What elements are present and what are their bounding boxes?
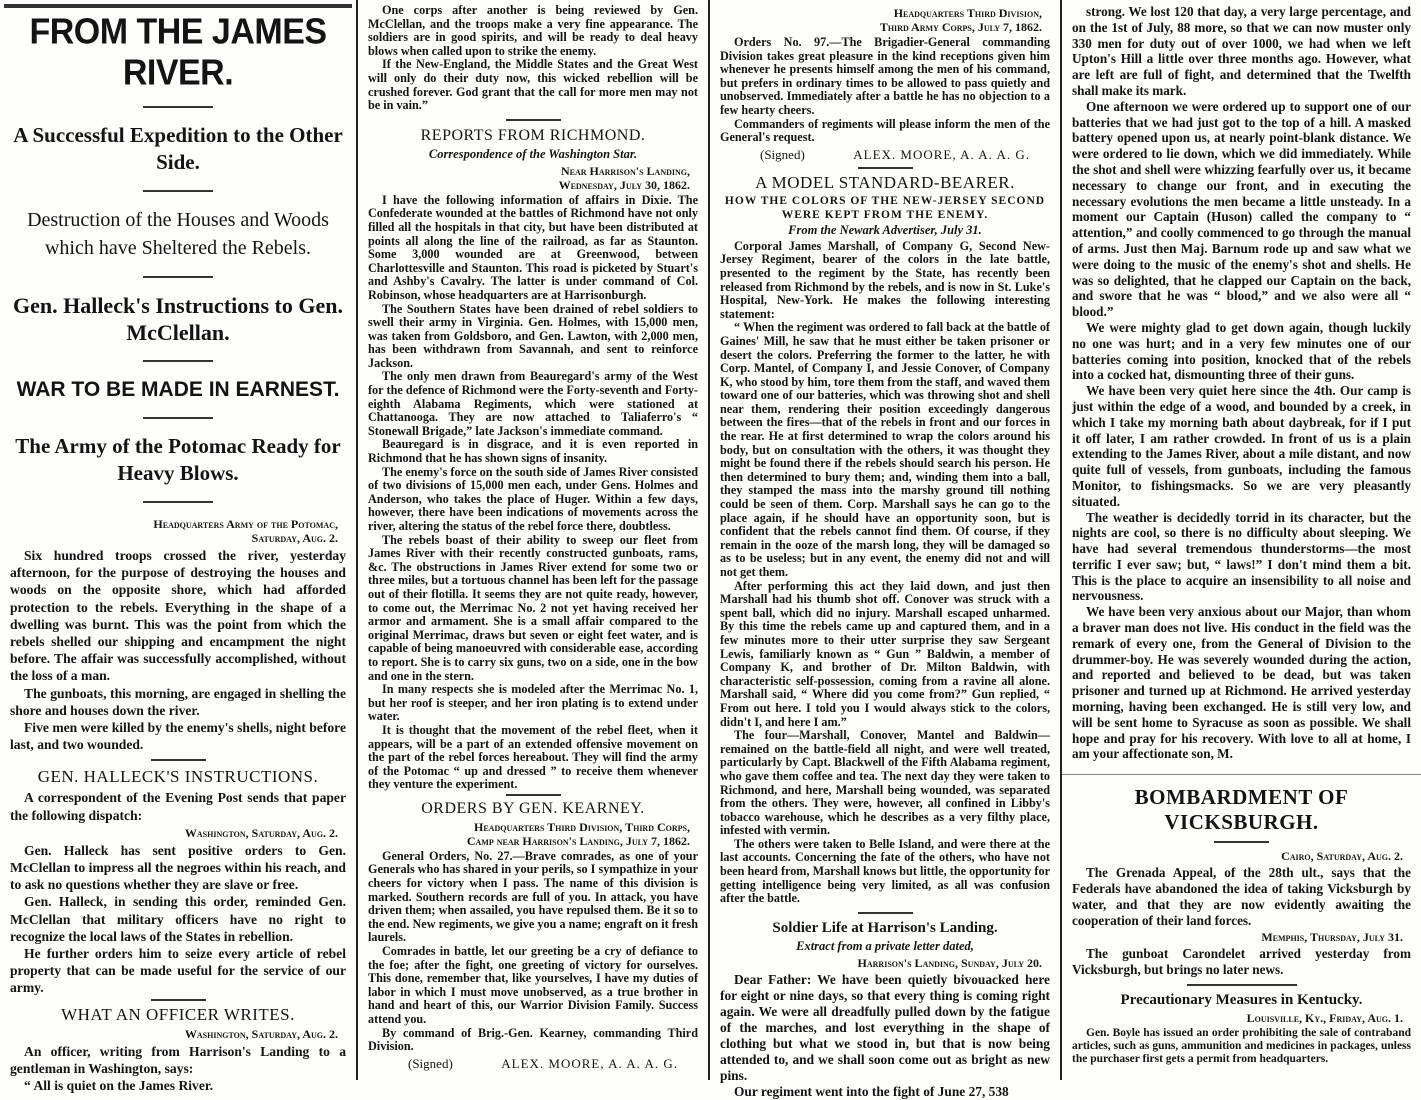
section-heading: REPORTS FROM RICHMOND. [420, 126, 646, 144]
divider [143, 417, 213, 419]
section-subheading: Correspondence of the Washington Star. [428, 146, 638, 161]
column-4 [1060, 0, 1421, 1080]
signed-name: ALEX. MOORE, A. A. A. G. [501, 1055, 678, 1071]
paragraph: Gen. Boyle has issued an order prohibiting the sale of contraband articles, such as guns, ammunition and medicines in packages, unless the purchaser first gets a permit from headquarters. [1072, 1027, 1411, 1066]
paragraph: We were mighty glad to get down again, though luckily no one was hurt; and in a very few minutes one of our batteries coming into position, knocked that of the rebels into a cocked hat, dismounting three of their guns. [1072, 319, 1411, 383]
dateline-date: Saturday, Aug. 2. [251, 531, 338, 545]
paragraph: Dear Father: We have been quietly bivouacked here for eight or nine days, so that every thing is coming right again. We were all dreadfully pulled down by the fatigue of the marches, and lost everything in the shape of clothing but what we stood in, but that is now being attended to, and we shall soon come out as bright as new pins. [720, 971, 1050, 1083]
divider [143, 106, 213, 108]
paragraph: The Southern States have been drained of rebel soldiers to swell their army in Virginia. Gen. Holmes, with 15,000 men, was taken from Goldsboro, and Gen. Lawton, with 2,000 men, has been withdrawn from Savannah, and sent to reinforce Jackson. [368, 301, 698, 370]
dateline: Louisville, Ky., Friday, Aug. 1. [1246, 1011, 1403, 1026]
section-heading: BOMBARDMENT OF VICKSBURGH. [1134, 785, 1349, 835]
paragraph: Our regiment went into the fight of June 27, 538 [734, 1083, 1009, 1099]
paragraph: He further orders him to seize every article of rebel property that can be made useful for the service of our army. [10, 946, 346, 996]
dateline [368, 164, 690, 192]
paragraph: Commanders of regiments will please inform the men of the General's request. [720, 116, 1050, 145]
dateline: Washington, Saturday, Aug. 2. [184, 825, 338, 840]
paragraph: Six hundred troops crossed the river, yesterday afternoon, for the purpose of destroying the houses and woods on the opposite shore, which had afforded protection to the rebels. Everything in the shape of a dwelling was burnt. This was the point from which the rebels shelled our shipping and encampment the night before. The affair was successfully accomplished, without the loss of a man. [10, 548, 346, 684]
column-2 [356, 0, 708, 1080]
masthead-headline: FROM THE JAMES RIVER. [29, 12, 327, 93]
paragraph: After performing this act they laid down, and just then Marshall had his thumb shot off. Conover was struck with a spent ball, which did no injury. Marshall escaped unharmed. By this time the rebels came up and captured them, and in a few minutes more to their utter surprise they saw Sergeant Lewis, familiarly known as “ Gun ” Baldwin, a member of Company K, and brother of Dr. Milton Baldwin, with characteristic self-possession, coming from a ravine all alone. Marshall said, “ Where did you come from?” Gun replied, “ From out here. I told you I would always stick to the colors, didn't I, and here I am.” [720, 578, 1050, 729]
paragraph: The only men drawn from Beauregard's army of the West for the defence of Richmond were the Forty-seventh and Forty-eighth Alabama Regiments, which were stationed at Chattanooga. They are now attached to Taliaferro's “ Stonewall Brigade,” late Jackson's immediate command. [368, 369, 698, 438]
divider [858, 167, 913, 169]
paragraph: “ All is quiet on the James River. [24, 1078, 214, 1094]
paragraph: Beauregard is in disgrace, and it is even reported in Richmond that he has shown signs of insanity. [368, 437, 698, 466]
paragraph: If the New-England, the Middle States and the Great West will only do their duty now, this wicked rebellion will be crushed forever. God grant that the call for more men may not be in vain.” [368, 57, 698, 113]
paragraph: The Grenada Appeal, of the 28th ult., says that the Federals have abandoned the idea of taking Vicksburgh by water, and that they are now evidently awaiting the cooperation of their land forces. [1072, 865, 1411, 928]
dateline-place: Headquarters Army of the Potomac, [153, 517, 338, 531]
section-heading: ORDERS BY GEN. KEARNEY. [421, 799, 645, 817]
paragraph: It is thought that the movement of the rebel fleet, when it appears, will be a part of an extended offensive movement on the part of the rebel forces hereabout. They will find the army of the Potomac “ up and dressed ” to receive them whenever they venture the experiment. [368, 722, 698, 792]
paragraph: In many respects she is modeled after the Merrimac No. 1, but her roof is steeper, and her iron plating is to extend under water. [368, 682, 698, 724]
dateline-place: Headquarters Third Division, [893, 6, 1042, 20]
paragraph: I have the following information of affairs in Dixie. The Confederate wounded at the battles of Richmond have not only filled all the hospitals in that city, but have been distributed at points all along the line of the railroad, as far as Staunton. Some 3,000 wounded are at Greenwood, between Charlottesville and Staunton. This road is picketed by Stuart's and Ashby's Cavalry. The latter is under command of Col. Robinson, whose headquarters are at Harrisonburgh. [368, 192, 698, 302]
paragraph: An officer, writing from Harrison's Landing to a gentleman in Washington, says: [10, 1043, 346, 1076]
divider [143, 360, 213, 362]
paragraph: General Orders, No. 27.—Brave comrades, as one of your Generals who has shared in your perils, so I sympathize in your cheers for victory when I pass. The name of this division is marked. Southern records are full of you. In attack, you have driven them; when assailed, you have repulsed them. Be it so to the end. New regiments, we give you a name; engraft on it fresh laurels. [368, 848, 699, 945]
section-heading: Soldier Life at Harrison's Landing. [772, 919, 998, 936]
divider [151, 999, 206, 1001]
divider [143, 276, 213, 278]
dateline-date: Camp near Harrison's Landing, July 7, 1862. [466, 833, 690, 848]
section-heading: GEN. HALLECK'S INSTRUCTIONS. [37, 767, 319, 787]
dateline-place: Headquarters Third Division, Third Corps, [474, 819, 690, 834]
paragraph: The weather is decidedly torrid in its character, but the nights are cool, so there is no difficulty about sleeping. We have had several tremendous thunderstorms—the most terrific I ever saw; but, “ laws!” I don't mind them a bit. This is the place to acquire an insensibility to all noise and nervousness. [1072, 509, 1411, 604]
dateline [720, 6, 1042, 34]
deck-headline-1: A Successful Expedition to the Other Side. [13, 123, 343, 174]
paragraph: strong. We lost 120 that day, a very large percentage, and on the 1st of July, 88 more, so that we can now muster only 330 men for duty out of over 1000, we had when we left Upton's Hill a little over three months ago. However, what are left are full of fight, and determined that the Twelfth shall make its mark. [1072, 4, 1411, 98]
paragraph: The gunboats, this morning, are engaged in shelling the shore and houses down the river. [10, 685, 346, 718]
divider [506, 794, 561, 796]
section-subheading: Extract from a private letter dated, [796, 938, 974, 953]
divider [143, 501, 213, 503]
section-heading: A MODEL STANDARD-BEARER. [755, 172, 1015, 192]
divider [143, 190, 213, 192]
signature-line [368, 1054, 698, 1074]
paragraph: One afternoon we were ordered up to support one of our batteries that we had just got to the top of a hill. A masked battery opened upon us, at nearly point-blank distance. We were ordered to lie down, which we did immediately. While the shot and shell were whizzing fearfully over us, it became necessary to change our front, and in executing the necessary evolutions the men became a little unsteady. In a moment our Captain (Huson) called the company to “ attention,” and coolly commenced to go through the manual of arms. Just then Maj. Barnum rode up and saw what we were doing to the music of the enemy's shot and shells. He was so delighted, that he clapped our Captain on the back, and swore that he was “ blood,” and we also were all “ blood.” [1072, 98, 1411, 320]
dateline: Memphis, Thursday, July 31. [1261, 930, 1403, 945]
deck-headline-3: Gen. Halleck's Instructions to Gen. McClellan. [12, 293, 343, 345]
paragraph: By command of Brig.-Gen. Kearney, commanding Third Division. [368, 1025, 698, 1054]
dateline [10, 517, 338, 545]
column-1 [0, 0, 356, 1094]
divider [506, 119, 561, 121]
paragraph: The four—Marshall, Conover, Mantel and Baldwin—remained on the battle-field all night, and were well treated, particularly by Capt. Blackwell of the Fifth Alabama regiment, who gave them coffee and tea. The next day they were taken to Richmond, and here, Marshall being wounded, was separated from the others. They were, however, all confined in Libby's tobacco warehouse, which he describes as a very filthy place, infested with vermin. [720, 728, 1050, 838]
paragraph: Five men were killed by the enemy's shells, night before last, and two wounded. [10, 720, 346, 753]
paragraph: Corporal James Marshall, of Company G, Second New-Jersey Regiment, bearer of the colors in the late battle, presented to the regiment by the State, has recently been released from Richmond by the rebels, and is now in St. Luke's Hospital, New-York. He makes the following interesting statement: [720, 238, 1050, 321]
signed-label: (Signed) [408, 1055, 453, 1071]
signed-name: ALEX. MOORE, A. A. A. G. [853, 146, 1030, 162]
dateline: Washington, Saturday, Aug. 2. [184, 1026, 338, 1041]
paragraph: The gunboat Carondelet arrived yesterday from Vicksburgh, but brings no later news. [1072, 946, 1411, 978]
dateline-place: Near Harrison's Landing, [560, 163, 690, 178]
section-subheading: HOW THE COLORS OF THE NEW-JERSEY SECOND [724, 194, 1046, 207]
signed-label: (Signed) [760, 146, 805, 162]
paragraph: “ When the regiment was ordered to fall back at the battle of Gaines' Mill, he saw that he must either be taken prisoner or desert the colors. Preferring the former to the latter, he with Corp. Mantel, of Company I, and Jessie Conover, of Company K, who stood by him, tore them from the staff, and waved them toward one of our batteries, which was throwing shot and shell near them, rendering their position exceedingly dangerous between the fires—that of the rebels in front and our forces in the rear. He at first determined to wrap the colors around his body, but on consultation with the others, it was thought they might be found there if the rebels should search his person. He then determined to bury them; and, winding them into a ball, they stamped the mass into the marshy ground till nothing could be seen of them. Corp. Marshall says he can go to the place again, if he should have an opportunity soon, but is confident that the rebels cannot find them. Of course, if they remain in the ooze of the marsh long, they will be damaged so as to be useless; but in any event, the enemy did not and will not get them. [720, 320, 1050, 579]
paragraph: A correspondent of the Evening Post sends that paper the following dispatch: [10, 790, 346, 823]
dateline: Cairo, Saturday, Aug. 2. [1281, 849, 1403, 864]
column-3 [708, 0, 1060, 1099]
section-heading: WHAT AN OFFICER WRITES. [61, 1004, 295, 1024]
dateline-date: Wednesday, July 30, 1862. [558, 177, 690, 192]
source-line: From the Newark Advertiser, July 31. [788, 222, 982, 237]
paragraph: The enemy's force on the south side of James River consisted of two divisions of 15,000 men each, under Gens. Holmes and Anderson, who takes the place of Huger. Within a few days, however, there have been indications of movements across the river, altering the status of the rebel force there, doubtless. [368, 464, 698, 533]
deck-headline-5: The Army of the Potomac Ready for Heavy Blows. [15, 434, 341, 485]
divider [1062, 774, 1421, 775]
signature-line [720, 145, 1050, 165]
paragraph: Orders No. 97.—The Brigadier-General commanding Division takes great pleasure in the kind receptions given him whenever he presents himself among the men of his command, but prefers in ordinary times to be allowed to pass quietly and unobserved. Immediately after a battle he has no objection to a few hearty cheers. [720, 35, 1050, 117]
dateline-date: Third Army Corps, July 7, 1862. [879, 20, 1042, 34]
paragraph: Comrades in battle, let our greeting be a cry of defiance to the foe; after the fight, one greeting of victory for ourselves. This done, remember that, like yourselves, I have my duties of labor in which I must move unobserved, as a true brother in hand and heart of this, our Warrior Division Family. Success attend you. [368, 944, 698, 1026]
paragraph: One corps after another is being reviewed by Gen. McClellan, and the troops make a very fine appearance. The soldiers are in good spirits, and will be ready to deal heavy blows when called upon to strike the enemy. [368, 3, 698, 58]
divider [858, 912, 913, 914]
paragraph: Gen. Halleck has sent positive orders to Gen. McClellan to impress all the negroes within his reach, and to ask no questions whether they are slave or free. [10, 842, 346, 893]
paragraph: Gen. Halleck, in sending this order, reminded Gen. McClellan that military officers have no right to recognize the local laws of the States in rebellion. [10, 894, 346, 944]
paragraph: We have been very anxious about our Major, than whom a braver man does not live. His conduct in the field was the remark of every one, from the General of Division to the drummer-boy. He was severely wounded during the action, and reported and believed to be dead, but was taken prisoner and turned up at Richmond. He arrived yesterday morning, having been exchanged. He is still very low, and will be sent home to Syracuse as soon as possible. We shall hope and pray for his recovery. With love to all at home, I am your affectionate son, M. [1072, 604, 1411, 762]
deck-headline-4: WAR TO BE MADE IN EARNEST. [16, 378, 340, 401]
dateline: Harrison's Landing, Sunday, July 20. [857, 955, 1042, 970]
divider [1187, 984, 1297, 986]
paragraph: The others were taken to Belle Island, and were there at the last accounts. Concerning the fate of the others, who have not been heard from, Marshall knows but little, the opportunity for getting intelligence being very limited, as all was confusion after the battle. [720, 836, 1050, 906]
paragraph: We have been very quiet here since the 4th. Our camp is just within the edge of a wood, and bounded by a creek, in which I take my morning bath about daybreak, for if I put it off later, I am rather crowded. In front of us is a plain extending to the James River, about a mile distant, and now quite full of vessels, from gunboats, including the famous Monitor, to fishingsmacks. So we are very pleasantly situated. [1072, 383, 1411, 509]
paragraph: The rebels boast of their ability to sweep our fleet from James River with their recently constructed gunboats, rams, &c. The obstructions in James River extend for some two or three miles, but a tortuous channel has been left for the passage out of their flotilla. It seems they are not quite ready, however, to come out, the Merrimac No. 2 not yet having received her armor and armament. She is a small affair compared to the original Merrimac, draws but seven or eight feet water, and is capable of being manoeuvred with considerable ease, according to report. She is to carry six guns, two on a side, one in the bow and one in the stern. [368, 532, 698, 683]
section-subheading: WERE KEPT FROM THE ENEMY. [781, 208, 989, 221]
divider [1214, 841, 1269, 843]
top-rule [4, 4, 352, 8]
deck-headline-2: Destruction of the Houses and Woods which have Sheltered the Rebels. [27, 209, 329, 259]
divider [151, 759, 206, 761]
dateline [368, 820, 690, 848]
section-heading: Precautionary Measures in Kentucky. [1120, 992, 1363, 1009]
